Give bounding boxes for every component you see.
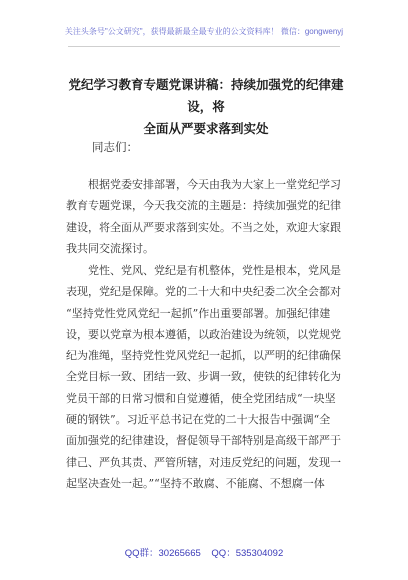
title-line-1: 党纪学习教育专题党课讲稿：持续加强党的纪律建设，将 — [68, 77, 344, 114]
paragraph-line: 设，要以党章为根本遵循，以政治建设为统领，以党规党 — [66, 327, 341, 341]
paragraph-line: 表现，党纪是保障。党的二十大和中央纪委二次全会都对 — [66, 285, 341, 299]
footer-qq: QQ：535304092 — [211, 548, 284, 559]
header-banner: 关注头条号"公文研究"，获得最新最全最专业的公文资料库！ 微信：gongwenyj — [64, 27, 344, 36]
paragraph-line: “坚持党性党风党纪一起抓”作出重要部署。加强纪律建 — [66, 306, 331, 320]
paragraph-line: 律己、严负其责、严管所辖，对违反党纪的问题，发现一 — [66, 455, 341, 469]
footer-contact — [0, 548, 408, 560]
salutation: 同志们： — [92, 140, 138, 154]
paragraph-intro — [66, 174, 341, 259]
paragraph-line: 根据党委安排部署，今天由我为大家上一堂党纪学习 — [66, 178, 341, 191]
paragraph-line: 起坚决查处一起。”“坚持不敢腐、不能腐、不想腐一体 — [66, 476, 325, 490]
document-title — [62, 74, 350, 140]
footer-qq-group: QQ群：30265665 — [124, 548, 201, 559]
paragraph-line: 党员干部的日常习惯和自觉遵循，使全党团结成“一块坚 — [66, 391, 336, 405]
title-line-2: 全面从严要求落到实处 — [143, 121, 269, 136]
paragraph-line: 我共同交流探讨。 — [66, 241, 154, 255]
paragraph-line: 纪为准绳，坚持党性党风党纪一起抓，以严明的纪律确保 — [66, 349, 341, 363]
paragraph-line: 党性、党风、党纪是有机整体，党性是根本，党风是 — [66, 264, 341, 277]
paragraph-line: 全党目标一致、团结一致、步调一致，使铁的纪律转化为 — [66, 370, 341, 384]
paragraph-line: 建设，将全面从严要求落到实处。不当之处，欢迎大家跟 — [66, 220, 341, 234]
paragraph-line: 面加强党的纪律建设，督促领导干部特别是高级干部严于 — [66, 434, 341, 448]
paragraph-body — [66, 260, 341, 494]
paragraph-line: 教育专题党课，今天我交流的主题是：持续加强党的纪律 — [66, 199, 341, 213]
paragraph-line: 硬的钢铁”。习近平总书记在党的二十大报告中强调“全 — [66, 413, 331, 427]
header-divider — [68, 46, 340, 47]
